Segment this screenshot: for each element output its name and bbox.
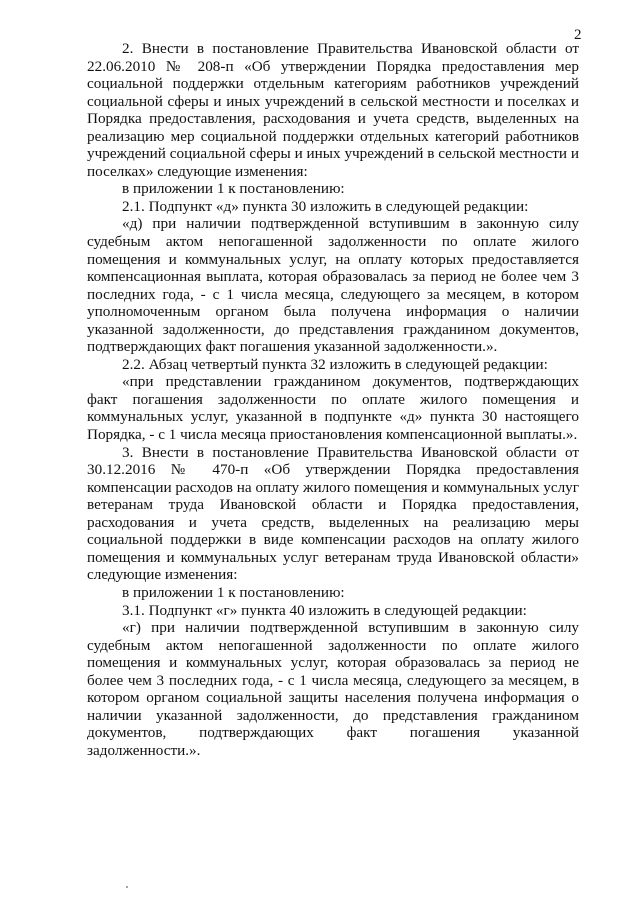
- paragraph-quote-abzac: «при представлении гражданином документов, подтверждающих факт погашения задолженности по оплате жилого помещения и коммунальных услуг, указанной в подпункте «д» пункта 30 настоящего Порядка, - с 1 числа месяца приостановления компенсационной выплаты.».: [87, 373, 579, 444]
- paragraph-quote-g: «г) при наличии подтвержденной вступившим в законную силу судебным актом непогашенной задолженности по оплате жилого помещения и коммунальных услуг, которая образовалась за период не более чем 3 последних года, - с 1 числа месяца, следующего за месяцем, в котором органом социальной защиты населения получена информация о наличии указанной задолженности, до представления гражданином документов, подтверждающих факт погашения указанной задолженности.».: [87, 619, 579, 759]
- paragraph-appendix-1-second: в приложении 1 к постановлению:: [122, 583, 345, 601]
- paragraph-item-2: 2. Внести в постановление Правительства Ивановской области от 22.06.2010 № 208-п «Об утверждении Порядка предоставления мер социальной поддержки отдельным категориям работников учреждений социальной сферы и иных учреждений в сельской местности и поселках и Порядка предоставления, расходования и учета средств, выделенных на реализацию мер социальной поддержки отдельных категорий работников учреждений социальной сферы и иных учреждений в сельской местности и поселках» следующие изменения:: [87, 40, 579, 180]
- paragraph-item-3: 3. Внести в постановление Правительства Ивановской области от 30.12.2016 № 470-п «Об утверждении Порядка предоставления компенсации расходов на оплату жилого помещения и коммунальных услуг ветеранам труда Ивановской области и Порядка предоставления, расходования и учета средств, выделенных на реализацию меры социальной поддержки в виде компенсации расходов на оплату жилого помещения и коммунальных услуг ветеранам труда Ивановской области» следующие изменения:: [87, 443, 579, 584]
- paragraph-subitem-2-1: 2.1. Подпункт «д» пункта 30 изложить в следующей редакции:: [122, 197, 529, 215]
- paragraph-subitem-2-2: 2.2. Абзац четвертый пункта 32 изложить в следующей редакции:: [122, 355, 548, 373]
- paragraph-subitem-3-1: 3.1. Подпункт «г» пункта 40 изложить в следующей редакции:: [122, 601, 527, 619]
- paragraph-quote-d: «д) при наличии подтвержденной вступившим в законную силу судебным актом непогашенной задолженности по оплате жилого помещения и коммунальных услуг, на оплату которых предоставляется компенсационная выплата, которая образовалась за период не более чем 3 последних года, - с 1 числа месяца, следующего за месяцем, в котором уполномоченным органом была получена информация о наличии указанной задолженности, до представления гражданином документов, подтверждающих факт погашения указанной задолженности.».: [87, 215, 579, 356]
- page-number: 2: [574, 27, 582, 43]
- scan-artifact-dot: [126, 886, 128, 888]
- paragraph-appendix-1: в приложении 1 к постановлению:: [122, 180, 345, 198]
- document-body: [87, 40, 579, 759]
